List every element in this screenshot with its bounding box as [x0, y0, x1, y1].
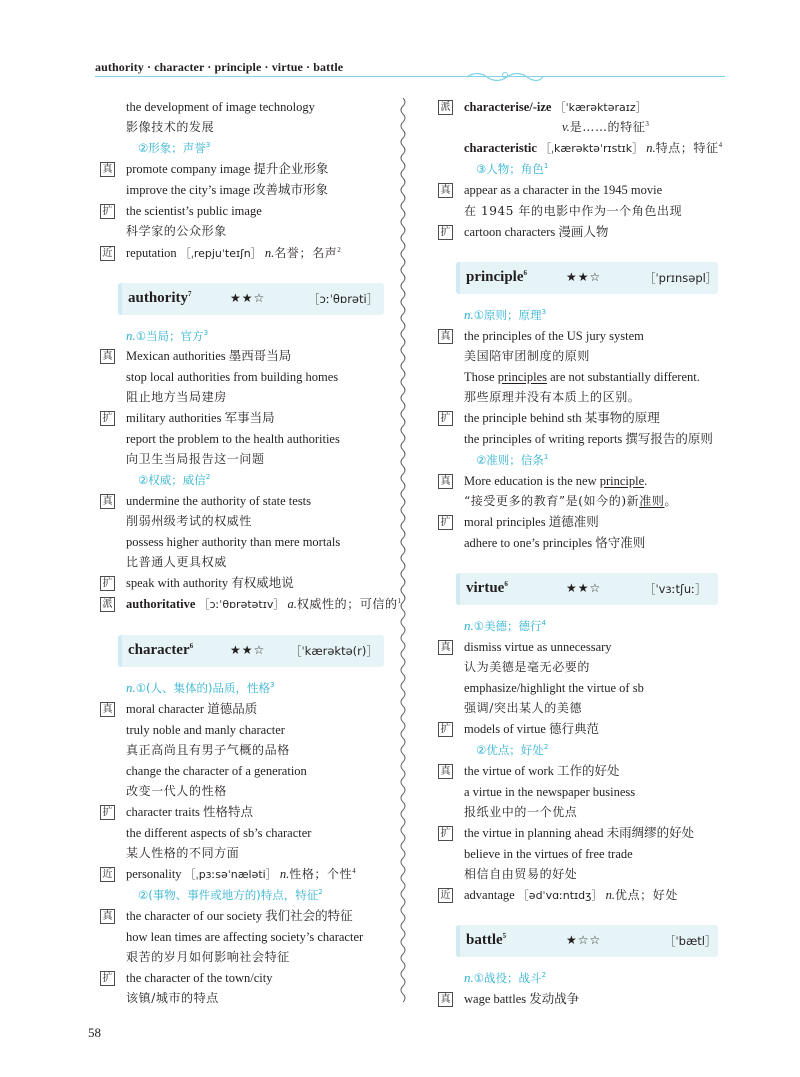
extended-example: 扩 cartoon characters 漫画人物: [438, 222, 608, 242]
extended-example: 扩 the virtue in planning ahead 未雨绸缪的好处: [438, 823, 694, 843]
synonym-entry: 近 reputation ［ˌrepjuˈteɪʃn］ n.名誉；名声$^2$: [100, 243, 341, 263]
example-line: 真正高尚且有男子气概的品格: [126, 743, 290, 757]
tag-jin-icon: 近: [438, 888, 453, 903]
headword-virtue: [456, 573, 718, 605]
tag-zhen-icon: 真: [438, 764, 453, 779]
headword-text: character$^6$: [128, 642, 194, 658]
real-example: 真 the principles of the US jury system: [438, 326, 644, 346]
pronunciation: ［ɔːˈθɒrəti］: [308, 292, 379, 306]
extended-example: 扩 moral principles 道德准则: [438, 512, 599, 532]
real-example: 真 undermine the authority of state tests: [100, 491, 311, 511]
tag-zhen-icon: 真: [100, 909, 115, 924]
example-line: the development of image technology: [126, 100, 315, 114]
real-example: 真 the virtue of work 工作的好处: [438, 761, 620, 781]
running-header: [95, 58, 725, 82]
page-number: 58: [88, 1025, 101, 1040]
tag-kuo-icon: 扩: [100, 204, 115, 219]
example-line: a virtue in the newspaper business: [464, 785, 636, 799]
extended-example: 扩 the scientist’s public image: [100, 201, 262, 221]
sense-label: n.①原则；原理$^3$: [464, 307, 547, 322]
tag-zhen-icon: 真: [438, 329, 453, 344]
headword-authority: [118, 283, 384, 315]
real-example: 真 dismiss virtue as unnecessary: [438, 637, 612, 657]
example-line: 报纸业中的一个优点: [464, 805, 578, 819]
headword-battle: [456, 925, 718, 957]
example-line: adhere to one’s principles 恪守准则: [464, 536, 646, 550]
headword-text: authority$^7$: [128, 290, 192, 306]
tag-pai-icon: 派: [100, 597, 115, 612]
sense-label: ②优点；好处$^2$: [476, 743, 549, 757]
extended-example: 扩 speak with authority 有权威地说: [100, 573, 294, 593]
example-line: Those principles are not substantially different.: [464, 370, 700, 384]
sense-label: n.①当局；官方$^3$: [126, 328, 209, 343]
example-line: believe in the virtues of free trade: [464, 847, 633, 861]
sense-label: n.①战役；战斗$^2$: [464, 970, 547, 985]
tag-zhen-icon: 真: [100, 162, 115, 177]
real-example: 真 More education is the new principle.: [438, 471, 647, 491]
tag-zhen-icon: 真: [438, 183, 453, 198]
sense-label: n.①(人、集体的)品质，性格$^3$: [126, 680, 275, 695]
example-line: 相信自由贸易的好处: [464, 867, 578, 881]
extended-example: 扩 military authorities 军事当局: [100, 408, 275, 428]
derivative-entry: 派 authoritative ［ɔːˈθɒrətətɪv］ a.权威性的；可信的$^1$: [100, 594, 401, 614]
example-line: the principles of writing reports 撰写报告的原则: [464, 432, 713, 446]
tag-zhen-icon: 真: [100, 349, 115, 364]
tag-kuo-icon: 扩: [438, 826, 453, 841]
synonym-entry: 近 advantage ［ədˈvɑːntɪdʒ］ n.优点；好处: [438, 885, 678, 905]
example-line: 强调/突出某人的美德: [464, 701, 583, 715]
headword-text: principle$^6$: [466, 269, 528, 285]
example-line: “接受更多的教育”是(如今的)新准则。: [464, 494, 678, 508]
example-line: 该镇/城市的特点: [126, 991, 219, 1005]
headword-character: [118, 635, 384, 667]
tag-jin-icon: 近: [100, 246, 115, 261]
example-line: 在 1945 年的电影中作为一个角色出现: [464, 204, 683, 218]
tag-zhen-icon: 真: [100, 702, 115, 717]
header-ornament-icon: [465, 68, 545, 82]
sense-label: ②准则；信条$^1$: [476, 453, 549, 467]
example-line: 科学家的公众形象: [126, 224, 227, 238]
real-example: 真 promote company image 提升企业形象: [100, 159, 328, 179]
example-line: report the problem to the health authorities: [126, 432, 340, 446]
example-line: change the character of a generation: [126, 764, 307, 778]
synonym-entry: 近 personality ［ˌpɜːsəˈnæləti］ n.性格；个性$^4$: [100, 864, 356, 884]
star-rating: ★★☆: [566, 270, 602, 284]
star-rating: ★★☆: [230, 291, 266, 305]
tag-kuo-icon: 扩: [438, 411, 453, 426]
derivative-entry: characteristic ［ˌkærəktəˈrɪstɪk］ n.特点；特征$^4$: [464, 140, 723, 155]
example-line: 那些原理并没有本质上的区别。: [464, 390, 641, 404]
real-example: 真 Mexican authorities 墨西哥当局: [100, 346, 291, 366]
example-line: 削弱州级考试的权威性: [126, 514, 253, 528]
derivative-meaning: v.是……的特征$^3$: [562, 119, 649, 134]
example-line: 比普通人更具权威: [126, 555, 227, 569]
example-line: 某人性格的不同方面: [126, 846, 240, 860]
tag-zhen-icon: 真: [438, 640, 453, 655]
example-line: truly noble and manly character: [126, 723, 285, 737]
example-line: the different aspects of sb’s character: [126, 826, 312, 840]
tag-jin-icon: 近: [100, 867, 115, 882]
example-line: 阻止地方当局建房: [126, 390, 227, 404]
sense-label: ③人物；角色$^1$: [476, 162, 549, 176]
extended-example: 扩 models of virtue 德行典范: [438, 719, 599, 739]
tag-pai-icon: 派: [438, 100, 453, 115]
tag-zhen-icon: 真: [438, 474, 453, 489]
example-line: 认为美德是毫无必要的: [464, 660, 591, 674]
example-line: emphasize/highlight the virtue of sb: [464, 681, 644, 695]
header-title: authority · character · principle · virtue · battle: [95, 60, 344, 74]
sense-label: ②权威；威信$^2$: [138, 473, 211, 487]
real-example: 真 appear as a character in the 1945 movie: [438, 180, 662, 200]
headword-text: virtue$^6$: [466, 580, 508, 596]
star-rating: ★☆☆: [566, 933, 602, 947]
example-line: improve the city’s image 改善城市形象: [126, 183, 329, 197]
example-line: 向卫生当局报告这一问题: [126, 452, 265, 466]
example-line: stop local authorities from building homes: [126, 370, 339, 384]
real-example: 真 wage battles 发动战争: [438, 989, 579, 1009]
pronunciation: ［ˈvɜːtʃuː］: [644, 582, 707, 596]
pronunciation: ［ˈprɪnsəpl］: [644, 271, 718, 285]
pronunciation: ［ˈbætl］: [664, 934, 717, 948]
extended-example: 扩 the principle behind sth 某事物的原理: [438, 408, 660, 428]
derivative-entry: 派 characterise/-ize ［ˈkærəktəraɪz］: [438, 97, 647, 117]
headword-text: battle$^5$: [466, 932, 507, 948]
sense-label: ②形象；声誉$^3$: [138, 141, 211, 155]
pronunciation: ［ˈkærəktə(r)］: [290, 644, 378, 658]
tag-kuo-icon: 扩: [438, 225, 453, 240]
star-rating: ★★☆: [566, 581, 602, 595]
example-line: possess higher authority than mere mortals: [126, 535, 341, 549]
tag-kuo-icon: 扩: [100, 411, 115, 426]
tag-kuo-icon: 扩: [438, 722, 453, 737]
example-line: 改变一代人的性格: [126, 784, 227, 798]
tag-zhen-icon: 真: [100, 494, 115, 509]
tag-kuo-icon: 扩: [100, 971, 115, 986]
extended-example: 扩 character traits 性格特点: [100, 802, 253, 822]
example-line: 美国陪审团制度的原则: [464, 349, 591, 363]
tag-kuo-icon: 扩: [100, 805, 115, 820]
real-example: 真 moral character 道德品质: [100, 699, 257, 719]
sense-label: n.①美德；德行$^4$: [464, 618, 547, 633]
example-line: how lean times are affecting society’s character: [126, 930, 364, 944]
header-rule: [95, 76, 725, 77]
star-rating: ★★☆: [230, 643, 266, 657]
tag-kuo-icon: 扩: [100, 576, 115, 591]
example-line: 艰苦的岁月如何影响社会特征: [126, 950, 290, 964]
example-line: 影像技术的发展: [126, 120, 215, 134]
extended-example: 扩 the character of the town/city: [100, 968, 272, 988]
real-example: 真 the character of our society 我们社会的特征: [100, 906, 353, 926]
tag-kuo-icon: 扩: [438, 515, 453, 530]
tag-zhen-icon: 真: [438, 992, 453, 1007]
headword-principle: [456, 262, 718, 294]
sense-label: ②(事物、事件或地方的)特点，特征$^2$: [138, 888, 323, 902]
column-divider: [399, 98, 407, 1006]
